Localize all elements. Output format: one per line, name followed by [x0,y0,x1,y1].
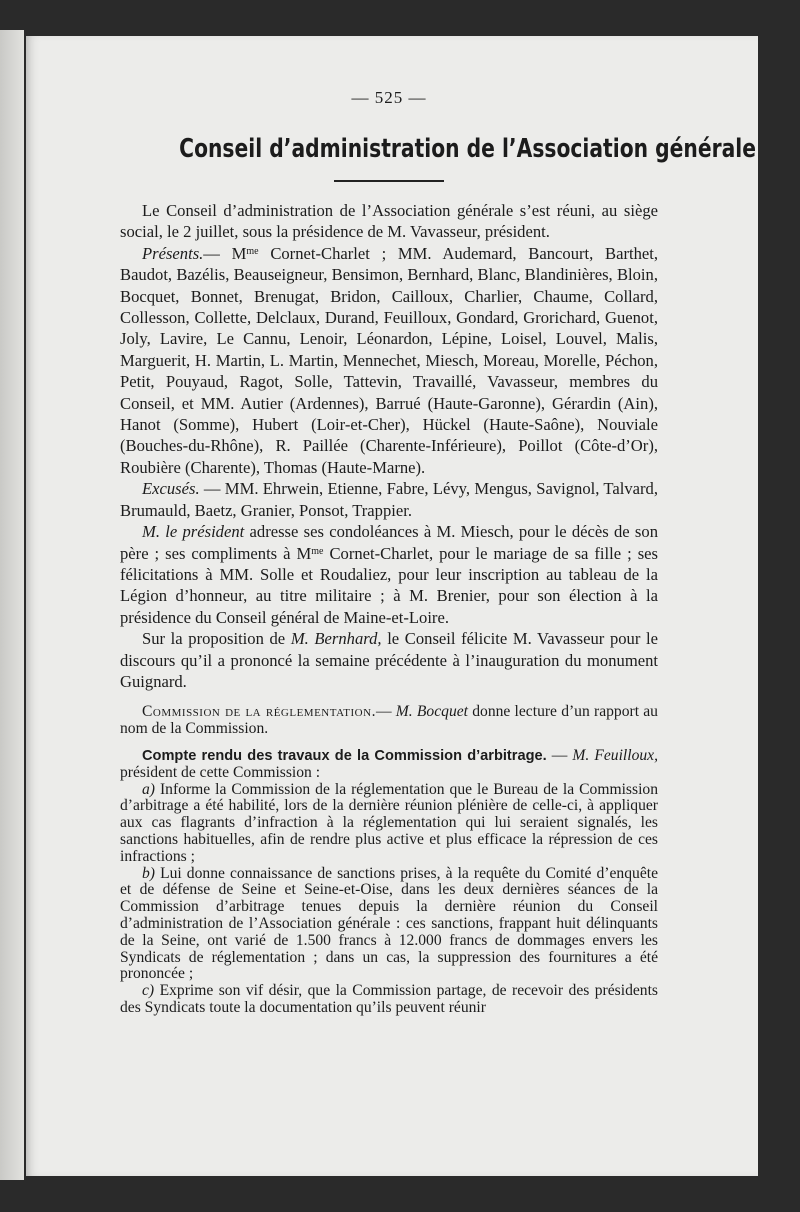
compte-rendu-label: Compte rendu des travaux de la Commission d’arbitrage. [142,747,547,764]
excuses-list: — MM. Ehrwein, Etienne, Fabre, Lévy, Mengus, Savignol, Talvard, Brumauld, Baetz, Granier, Ponsot, Trappier. [120,479,658,520]
page-content [120,88,757,1017]
page-title: Conseil d’administration de l’Association générale [179,134,757,164]
feuilloux-name: M. Feuilloux, [572,746,658,764]
feuilloux-text: président de cette Commission : [120,763,321,781]
presents-sup: me [246,245,259,257]
bernhard-text-b: le Conseil félicite M. Vavasseur pour le discours qu’il a prononcé la semaine précédente à l’inauguration du monument Guignard. [120,629,658,691]
commission-text: donne lecture d’un rapport au nom de la Commission. [120,703,658,738]
item-a-text: Informe la Commission de la réglementation que le Bureau de la Commission d’arbitrage a été habilité, lors de la dernière réunion plénière de celle-ci, à appliquer aux cas flagrants d’infraction à la réglementation qui lui seraient signalés, les sanctions habituelles, afin de rendre plus active et plus efficace la répression de ces infractions ; [120,780,658,865]
item-b-letter: b) [142,864,155,882]
item-b-paragraph [120,866,658,984]
compte-rendu-paragraph [120,748,658,782]
compte-rendu-dash: — [546,746,568,764]
commission-dash: — [375,703,396,721]
commission-paragraph [120,704,658,738]
bernhard-paragraph [120,628,658,692]
title-rule [334,180,444,182]
intro-paragraph: Le Conseil d’administration de l’Association générale s’est réuni, au siège social, le 2 juillet, sous la présidence de M. Vavasseur, président. [120,201,658,242]
president-text-b: Cornet-Charlet, pour le mariage de sa fille ; ses félicitations à MM. Solle et Roudaliez, pour leur inscription au tableau de la Légion d’honneur, au titre militaire ; à M. Brenier, pour son élection à la présidence du Conseil général de Maine-et-Loire. [120,543,658,627]
president-paragraph [120,521,658,628]
item-c-letter: c) [142,982,155,1000]
item-b-text: Lui donne connaissance de sanctions prises, à la requête du Comité d’enquête et de défense de Seine et Seine-et-Oise, dans les deux dernières séances de la Commission d’arbitrage tenues depuis la dernière réunion du Conseil d’administration de l’Association générale : ces sanctions, frappant huit délinquants de la Seine, ont varié de 1.500 francs à 12.000 francs de dommages envers les Syndicats de réglementation ; dans un cas, la suppression des fournitures a été prononcée ; [120,864,658,983]
president-sup: me [311,545,324,557]
document-page [26,36,758,1176]
item-a-letter: a) [142,780,155,798]
presents-mme: — M [203,243,247,263]
presents-paragraph [120,243,658,478]
bernhard-name: M. Bernhard, [290,629,382,649]
item-a-paragraph [120,782,658,866]
president-text-a: adresse ses condoléances à M. Miesch, pour le décès de son père ; ses compliments à M [120,522,658,563]
excuses-paragraph [120,478,658,521]
bernhard-text-a: Sur la proposition de [142,629,291,649]
commission-name: M. Bocquet [395,703,468,721]
presents-label: Présents. [142,243,204,263]
presents-list: Cornet-Charlet ; MM. Audemard, Bancourt, Barthet, Baudot, Bazélis, Beauseigneur, Bensimon, Bernhard, Blanc, Blandinières, Bloin, Bocquet, Bonnet, Brenugat, Bridon, Cailloux, Charlier, Chaume, Collard, Collesson, Collette, Delclaux, Durand, Feuilloux, Gondard, Grorichard, Guenot, Joly, Lavire, Le Cannu, Lenoir, Léonardon, Lépine, Loisel, Louvel, Malis, Marguerit, H. Martin, L. Martin, Mennechet, Miesch, Moreau, Morelle, Péchon, Petit, Pouyaud, Ragot, Solle, Tattevin, Travaillé, Vavasseur, membres du Conseil, et MM. Autier (Ardennes), Barrué (Haute-Garonne), Gérardin (Ain), Hanot (Somme), Hubert (Loir-et-Cher), Hückel (Haute-Saône), Nouviale (Bouches-du-Rhône), R. Paillée (Charente-Inférieure), Poillot (Côte-d’Or), Roubière (Charente), Thomas (Haute-Marne). [120,243,658,477]
item-c-text: Exprime son vif désir, que la Commission partage, de recevoir des présidents des Syndicats toute la documentation qu’ils peuvent réunir [120,982,658,1016]
page-number: — 525 — [351,88,427,107]
book-spine [0,30,24,1180]
commission-label: Commission de la réglementation. [142,703,376,721]
excuses-label: Excusés. [142,479,200,499]
president-label: M. le président [142,522,245,542]
item-c-paragraph [120,983,658,1017]
